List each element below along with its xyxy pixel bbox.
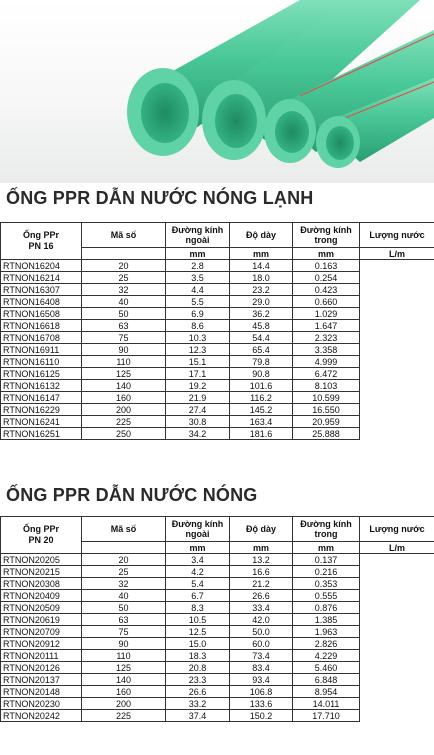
outer-diameter-cell: 250: [82, 428, 166, 440]
thickness-cell: 10.3: [166, 332, 230, 344]
thickness-cell: 17.1: [166, 368, 230, 380]
water-volume-cell: 5.460: [293, 662, 360, 674]
code-cell: RTNON20230: [1, 698, 82, 710]
table-row: [1, 260, 434, 272]
water-volume-cell: 6.472: [293, 368, 360, 380]
table-header-row: [1, 223, 434, 248]
thickness-cell: 6.9: [166, 308, 230, 320]
table-header-row: [1, 517, 434, 542]
inner-diameter-cell: 133.6: [230, 698, 293, 710]
inner-diameter-cell: 26.6: [230, 590, 293, 602]
col-header-code: Mã số: [82, 223, 166, 248]
outer-diameter-cell: 32: [82, 284, 166, 296]
inner-diameter-cell: 13.2: [230, 554, 293, 566]
outer-diameter-cell: 63: [82, 320, 166, 332]
water-volume-cell: 0.660: [293, 296, 360, 308]
code-cell: RTNON16229: [1, 404, 82, 416]
thickness-cell: 33.2: [166, 698, 230, 710]
outer-diameter-cell: 140: [82, 380, 166, 392]
code-cell: RTNON16125: [1, 368, 82, 380]
thickness-cell: 23.3: [166, 674, 230, 686]
table-row: [1, 416, 434, 428]
table-row: [1, 662, 434, 674]
code-cell: RTNON16110: [1, 356, 82, 368]
table-row: [1, 638, 434, 650]
thickness-cell: 30.8: [166, 416, 230, 428]
inner-diameter-cell: 83.4: [230, 662, 293, 674]
inner-diameter-cell: 29.0: [230, 296, 293, 308]
code-cell: RTNON16708: [1, 332, 82, 344]
water-volume-cell: 25.888: [293, 428, 360, 440]
thickness-cell: 8.3: [166, 602, 230, 614]
inner-diameter-cell: 18.0: [230, 272, 293, 284]
table-row: [1, 368, 434, 380]
unit-water-volume: L/m: [360, 248, 434, 260]
thickness-cell: 34.2: [166, 428, 230, 440]
inner-diameter-cell: 16.6: [230, 566, 293, 578]
unit-inner-diameter: mm: [293, 542, 360, 554]
inner-diameter-cell: 60.0: [230, 638, 293, 650]
unit-inner-diameter: mm: [293, 248, 360, 260]
thickness-cell: 3.4: [166, 554, 230, 566]
inner-diameter-cell: 23.2: [230, 284, 293, 296]
thickness-cell: 37.4: [166, 710, 230, 722]
water-volume-cell: 1.029: [293, 308, 360, 320]
outer-diameter-cell: 110: [82, 356, 166, 368]
thickness-cell: 27.4: [166, 404, 230, 416]
inner-diameter-cell: 21.2: [230, 578, 293, 590]
inner-diameter-cell: 33.4: [230, 602, 293, 614]
code-cell: RTNON20308: [1, 578, 82, 590]
outer-diameter-cell: 20: [82, 260, 166, 272]
water-volume-cell: 0.423: [293, 284, 360, 296]
table-row: [1, 578, 434, 590]
table-row: [1, 710, 434, 722]
table-row: [1, 614, 434, 626]
inner-diameter-cell: 106.8: [230, 686, 293, 698]
thickness-cell: 4.2: [166, 566, 230, 578]
group-line-2: PN 20: [28, 535, 54, 545]
water-volume-cell: 0.876: [293, 602, 360, 614]
group-line-2: PN 16: [28, 241, 54, 251]
outer-diameter-cell: 75: [82, 332, 166, 344]
thickness-cell: 3.5: [166, 272, 230, 284]
table-row: [1, 602, 434, 614]
code-cell: RTNON16307: [1, 284, 82, 296]
inner-diameter-cell: 54.4: [230, 332, 293, 344]
inner-diameter-cell: 42.0: [230, 614, 293, 626]
outer-diameter-cell: 50: [82, 602, 166, 614]
water-volume-cell: 0.254: [293, 272, 360, 284]
thickness-cell: 4.4: [166, 284, 230, 296]
water-volume-cell: 20.959: [293, 416, 360, 428]
code-cell: RTNON20509: [1, 602, 82, 614]
table-row: [1, 296, 434, 308]
code-cell: RTNON16241: [1, 416, 82, 428]
inner-diameter-cell: 36.2: [230, 308, 293, 320]
table-row: [1, 272, 434, 284]
thickness-cell: 5.4: [166, 578, 230, 590]
inner-diameter-cell: 14.4: [230, 260, 293, 272]
code-cell: RTNON20709: [1, 626, 82, 638]
water-volume-cell: 1.963: [293, 626, 360, 638]
code-cell: RTNON20242: [1, 710, 82, 722]
outer-diameter-cell: 200: [82, 404, 166, 416]
table-row: [1, 428, 434, 440]
unit-empty: [82, 248, 166, 260]
inner-diameter-cell: 45.8: [230, 320, 293, 332]
spec-table-pn20: [0, 516, 434, 722]
outer-diameter-cell: 63: [82, 614, 166, 626]
table-body: [1, 260, 434, 440]
outer-diameter-cell: 40: [82, 296, 166, 308]
table-row: [1, 674, 434, 686]
inner-diameter-cell: 93.4: [230, 674, 293, 686]
section-1-title: ỐNG PPR DẪN NƯỚC NÓNG LẠNH: [6, 188, 314, 208]
thickness-cell: 20.8: [166, 662, 230, 674]
inner-diameter-cell: 73.4: [230, 650, 293, 662]
water-volume-cell: 1.647: [293, 320, 360, 332]
unit-water-volume: L/m: [360, 542, 434, 554]
thickness-cell: 15.0: [166, 638, 230, 650]
thickness-cell: 5.5: [166, 296, 230, 308]
water-volume-cell: 6.848: [293, 674, 360, 686]
outer-diameter-cell: 50: [82, 308, 166, 320]
code-cell: RTNON20126: [1, 662, 82, 674]
code-cell: RTNON16204: [1, 260, 82, 272]
group-line-1: Ống PPr: [22, 524, 59, 534]
code-cell: RTNON16618: [1, 320, 82, 332]
inner-diameter-cell: 116.2: [230, 392, 293, 404]
col-header-water-volume: Lượng nước: [360, 517, 434, 542]
water-volume-cell: 10.599: [293, 392, 360, 404]
table-row: [1, 356, 434, 368]
outer-diameter-cell: 32: [82, 578, 166, 590]
table-row: [1, 554, 434, 566]
outer-diameter-cell: 75: [82, 626, 166, 638]
water-volume-cell: 4.229: [293, 650, 360, 662]
col-header-water-volume: Lượng nước: [360, 223, 434, 248]
table-body: [1, 554, 434, 722]
unit-outer-diameter: mm: [166, 248, 230, 260]
col-header-thickness: Độ dày: [230, 223, 293, 248]
table-row: [1, 626, 434, 638]
table-row: [1, 344, 434, 356]
unit-thickness: mm: [230, 542, 293, 554]
table-row: [1, 404, 434, 416]
table-row: [1, 320, 434, 332]
ppr-pipes-illustration: [0, 0, 434, 183]
water-volume-cell: 2.323: [293, 332, 360, 344]
code-cell: RTNON20111: [1, 650, 82, 662]
code-cell: RTNON16508: [1, 308, 82, 320]
col-header-outer-diameter: Đường kính ngoài: [166, 223, 230, 248]
inner-diameter-cell: 150.2: [230, 710, 293, 722]
spec-table-pn16: [0, 222, 434, 440]
outer-diameter-cell: 125: [82, 368, 166, 380]
water-volume-cell: 0.353: [293, 578, 360, 590]
table-row: [1, 284, 434, 296]
inner-diameter-cell: 101.6: [230, 380, 293, 392]
product-group-cell: [1, 517, 82, 554]
table-row: [1, 698, 434, 710]
outer-diameter-cell: 25: [82, 272, 166, 284]
col-header-thickness: Độ dày: [230, 517, 293, 542]
outer-diameter-cell: 125: [82, 662, 166, 674]
water-volume-cell: 0.555: [293, 590, 360, 602]
water-volume-cell: 3.358: [293, 344, 360, 356]
unit-empty: [82, 542, 166, 554]
thickness-cell: 6.7: [166, 590, 230, 602]
outer-diameter-cell: 225: [82, 710, 166, 722]
table-row: [1, 650, 434, 662]
code-cell: RTNON20409: [1, 590, 82, 602]
table-row: [1, 392, 434, 404]
outer-diameter-cell: 200: [82, 698, 166, 710]
water-volume-cell: 8.103: [293, 380, 360, 392]
table-row: [1, 332, 434, 344]
table-row: [1, 566, 434, 578]
thickness-cell: 8.6: [166, 320, 230, 332]
col-header-code: Mã số: [82, 517, 166, 542]
water-volume-cell: 17.710: [293, 710, 360, 722]
code-cell: RTNON16408: [1, 296, 82, 308]
code-cell: RTNON20215: [1, 566, 82, 578]
col-header-inner-diameter: Đường kính trong: [293, 517, 360, 542]
outer-diameter-cell: 90: [82, 638, 166, 650]
inner-diameter-cell: 65.4: [230, 344, 293, 356]
inner-diameter-cell: 50.0: [230, 626, 293, 638]
table-row: [1, 590, 434, 602]
unit-outer-diameter: mm: [166, 542, 230, 554]
thickness-cell: 19.2: [166, 380, 230, 392]
code-cell: RTNON20912: [1, 638, 82, 650]
section-2-title: ỐNG PPR DẪN NƯỚC NÓNG: [6, 485, 258, 505]
group-line-1: Ống PPr: [22, 230, 59, 240]
water-volume-cell: 8.954: [293, 686, 360, 698]
water-volume-cell: 2.826: [293, 638, 360, 650]
water-volume-cell: 0.216: [293, 566, 360, 578]
inner-diameter-cell: 181.6: [230, 428, 293, 440]
thickness-cell: 26.6: [166, 686, 230, 698]
outer-diameter-cell: 40: [82, 590, 166, 602]
outer-diameter-cell: 160: [82, 392, 166, 404]
code-cell: RTNON20619: [1, 614, 82, 626]
inner-diameter-cell: 145.2: [230, 404, 293, 416]
col-header-inner-diameter: Đường kính trong: [293, 223, 360, 248]
outer-diameter-cell: 225: [82, 416, 166, 428]
product-photo: [0, 0, 434, 183]
outer-diameter-cell: 90: [82, 344, 166, 356]
outer-diameter-cell: 160: [82, 686, 166, 698]
inner-diameter-cell: 79.8: [230, 356, 293, 368]
product-group-cell: [1, 223, 82, 260]
thickness-cell: 15.1: [166, 356, 230, 368]
outer-diameter-cell: 110: [82, 650, 166, 662]
water-volume-cell: 14.011: [293, 698, 360, 710]
water-volume-cell: 16.550: [293, 404, 360, 416]
code-cell: RTNON16214: [1, 272, 82, 284]
unit-thickness: mm: [230, 248, 293, 260]
outer-diameter-cell: 20: [82, 554, 166, 566]
thickness-cell: 10.5: [166, 614, 230, 626]
thickness-cell: 2.8: [166, 260, 230, 272]
water-volume-cell: 4.999: [293, 356, 360, 368]
thickness-cell: 12.5: [166, 626, 230, 638]
table-row: [1, 686, 434, 698]
table-row: [1, 380, 434, 392]
code-cell: RTNON16911: [1, 344, 82, 356]
code-cell: RTNON16132: [1, 380, 82, 392]
outer-diameter-cell: 140: [82, 674, 166, 686]
code-cell: RTNON20148: [1, 686, 82, 698]
thickness-cell: 18.3: [166, 650, 230, 662]
code-cell: RTNON20137: [1, 674, 82, 686]
table-row: [1, 308, 434, 320]
code-cell: RTNON16147: [1, 392, 82, 404]
inner-diameter-cell: 90.8: [230, 368, 293, 380]
thickness-cell: 21.9: [166, 392, 230, 404]
code-cell: RTNON20205: [1, 554, 82, 566]
inner-diameter-cell: 163.4: [230, 416, 293, 428]
water-volume-cell: 1.385: [293, 614, 360, 626]
water-volume-cell: 0.137: [293, 554, 360, 566]
outer-diameter-cell: 25: [82, 566, 166, 578]
code-cell: RTNON16251: [1, 428, 82, 440]
water-volume-cell: 0.163: [293, 260, 360, 272]
thickness-cell: 12.3: [166, 344, 230, 356]
col-header-outer-diameter: Đường kính ngoài: [166, 517, 230, 542]
